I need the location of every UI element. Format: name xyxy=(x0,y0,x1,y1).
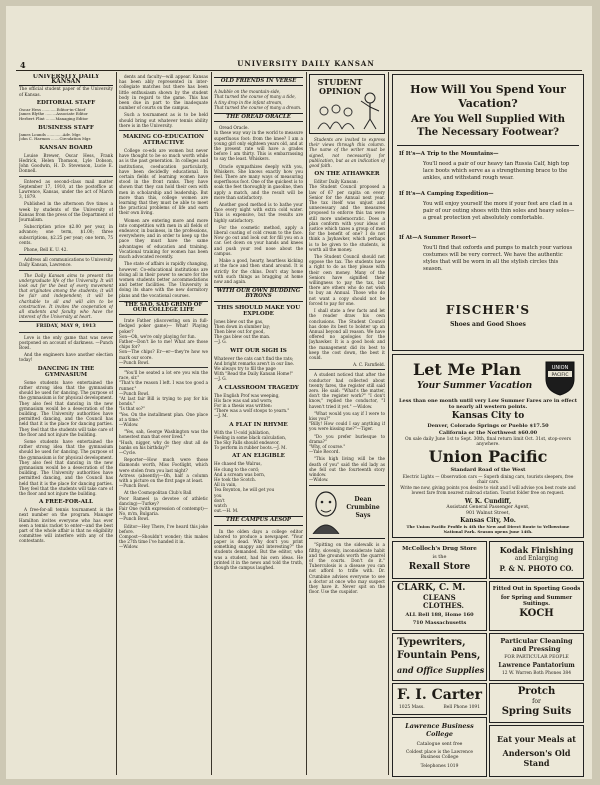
union-pacific-name: Union Pacific xyxy=(428,447,548,466)
published-notice: Published in the afternoon five times a week by students of the University of Kansas from the press of the Department of Journalism. xyxy=(19,201,113,223)
fischers-name: FISCHER'S xyxy=(445,303,531,317)
typewriters-line1: Typewriters, xyxy=(397,637,466,648)
athawker-signature: A. C. Farnfield. xyxy=(353,362,385,368)
agent-address: 901 Walnut Street, xyxy=(466,511,510,516)
mcculloch-line2: is the xyxy=(432,554,447,560)
divider xyxy=(19,176,113,177)
column-rule xyxy=(211,72,212,775)
divider xyxy=(309,369,385,370)
athawker-reader: I shall state a few facts and let the reader draw his own conclusions. The Student Council has done its best to bolster up an Annual beyond all reason. We have offered no apologies for the Jayhawker. It is a good book and the management did its best to keep the cost down, the best it could. xyxy=(309,308,385,360)
trip-camping-text: You will enjoy yourself the more if your feet are clad in a pair of our outing shoes with thin soles and heavy soles—a great protection yet absolutely comfortable. xyxy=(423,201,575,221)
athawker-letter: Editor Daily Kansan: The Student Council proposed a law of 67 per capita on every Senior for the Annual next year. The tax itself was unjust and unnecessary and the measures proposed to enforce this tax were still more undemocratic. Does a plan conform with your ideas of justice which taxes a group of men for the benefit of one? I do not think a Jayhawker, which perhaps is to be given to the students, is worth all the money. xyxy=(309,179,385,252)
phones: Phone, Bell K. U. 42. xyxy=(24,247,68,253)
anderson-line2: Anderson's Old Stand xyxy=(502,748,571,768)
coeducation-state: The state of affairs is rapidly changing, however. Co-educational institutions are doing all in their power to secure for the women students better accommodations and better facilities. The University is doing its share with the new dormitory plans and the vocational courses. xyxy=(119,261,208,298)
trip-mountains-heading: If It's—A Trip to the Mountains— xyxy=(399,151,499,157)
divider xyxy=(19,321,113,322)
entered-notice: Entered as second-class mail matter September 17, 1910, at the postoffice at Lawrence, Kansas, under the act of March 3, 1879. xyxy=(19,178,113,200)
high-living-joke: "This high living will be the death of you" said the old lady as she fell out the fourteenth story window. —Widow. xyxy=(309,456,385,483)
column-4 xyxy=(309,74,385,775)
oracle-heading: THE OREAD ORACLE xyxy=(214,113,303,122)
rexall-store: Rexall Store xyxy=(408,562,471,572)
staff-line: James Blythe .........Associate Editor xyxy=(19,111,88,117)
trip-resort-text: You'll find that oxfords and pumps to match your various costumes will be very correct. We have the authentic styles that will be worn in all the stylish circles this season. xyxy=(423,245,573,272)
tennis-prize: Such a tournament as is to be held should bring out whatever tennis ability there is in the University. xyxy=(119,112,208,128)
pony-joke: "What would you say if I were to kiss you?" "Billy! How could I say anything if you were kissing me?"—Tiger. xyxy=(309,410,385,432)
dancing-heading: DANCING IN THE GYMNASIUM xyxy=(37,365,95,378)
explode-heading: THIS SHOULD MAKE YOU EXPLODE xyxy=(216,304,301,317)
typewriters-line2: Fountain Pens, xyxy=(397,650,481,661)
agent-title: Assistant General Passenger Agent, xyxy=(446,505,530,510)
business-college-ad xyxy=(392,717,487,777)
clark-line5: 710 Massachusetts xyxy=(412,620,467,626)
campus-aesop-text: In the olden days a college editor labored to produce a newspaper. "Your paper is dead. Why don't you print something snappy and interesting?" the students demanded. But the editor, who was a student, had his own ideas. He printed it in the news and told the truth, though the campus laughed. xyxy=(214,528,303,571)
your-summer-vacation: Your Summer Vacation xyxy=(417,381,533,391)
koch-ad xyxy=(489,581,584,631)
fancies-joke: "Do you prefer burlesque to drama?" "Why, of course." —Yale Record. xyxy=(309,433,385,455)
train-features: Electric Lights — Observation cars — Superb dining cars, tourists sleepers, free chair cars. xyxy=(402,474,574,484)
yellowstone-notice: The Union Pacific Profile is 4th the New and Direct Route to Yellowstone National Park. Season opens June 14th. xyxy=(406,524,570,534)
trip-mountains-text: You'll need a pair of our heavy tan Russia Calf, high top lace boots which serve as a strengthening brace to the ankles, and withstand rough wear. xyxy=(423,161,570,181)
clark-line1: CLARK, C. M. xyxy=(397,583,466,593)
column-1 xyxy=(19,74,113,775)
speaker-figure-icon xyxy=(358,91,382,131)
anderson-ad xyxy=(489,725,584,777)
dean-portrait-icon xyxy=(311,490,341,534)
fischers-headline: How Will You Spend Your Vacation? xyxy=(410,83,566,110)
board-members: Louise Brewer, Oscar Hess, Frank Hedrick, Helen Thomson, Lyle Dobson, John Goodwin, H. D. Stevenson, Lucie E. Donnell. xyxy=(19,152,113,174)
student-opinion-banner xyxy=(309,74,385,134)
mcculloch-ad xyxy=(392,541,487,579)
column-3 xyxy=(214,74,303,775)
tragedy-verse: The English Prof was weeping, His face was sad and worn; For in a thesis was written: "There was a wolf stoops to yearn." —J. M. xyxy=(214,392,290,419)
coeducation-text: College co-eds are women but never have thought to be so much worth while as is the past generation. In colleges and institutions, coeducation particularly, have been decidedly educational. In certain fields of learning women have stood in the front ranks. They have shown that they can hold their own with men in scholarship and leadership. But more than this, college women are learning that they must be able to meet the practical problems of life and earn their own living. xyxy=(119,148,208,216)
free-for-all-heading: A FREE-FOR-ALL xyxy=(39,499,93,506)
divider xyxy=(119,130,208,131)
oracle-another: Another good method is to bathe your face every night with extra cold water. This is expensive, but the results are highly satisfactory. xyxy=(214,202,303,223)
flat-verse: With the U-cold jubilation, Feeling in some black calculation, The Sky Falls should endeavor, To perform in rubber boots.—J. M. xyxy=(214,429,287,451)
newspaper-page xyxy=(6,6,592,779)
address: Address all communications to University Daily Kansan, Lawrence. xyxy=(19,257,113,268)
tennis-text: dents and faculty—will appear. Kansas has been ably represented in inter-collegiate matches but there has been little enthusiasm shown by the student body in regard to the game. This has been due in part to the inadequate number of courts on the campus. xyxy=(119,74,208,111)
column-rule xyxy=(388,72,389,775)
kodak-ad xyxy=(489,541,584,579)
explode-verse: Jones blew out the gas, Then down in slumber lay; Then blew out for good, The gas blew out the man. —J. G. xyxy=(214,318,271,345)
divider xyxy=(19,254,113,255)
carter-address: 1025 Mass. xyxy=(399,705,425,710)
column-rule xyxy=(306,72,307,775)
reporter-joke: Reporter—How much were those diamonds worth, Miss Footlight, which were stolen from you last night? Actress (absently)—Oh, half a column with a picture on the first page at least. —Punch Bowl. xyxy=(119,457,208,489)
student-opinion-note: Students are invited to express their views through this column. The name of the writer must be signed, not necessarily for publication, but as an indication of good faith. xyxy=(309,137,385,169)
sigh-heading: WIT OUR SIGH IS xyxy=(230,347,287,354)
issue-date: FRIDAY, MAY 9, 1913 xyxy=(36,323,96,330)
coeducation-vocations: Women are entering more and more into competition with men in all fields of endeavor, in business, in the professions, everywhere; and in order to keep up the pace they must have the same advantages of education and training. Vocational training for women has been much advocated recently. xyxy=(119,217,208,260)
engineers-note: And the engineers have another election today! xyxy=(19,352,113,363)
business-heading: BUSINESS STAFF xyxy=(38,124,94,131)
trip-resort-heading: If At—A Summer Resort— xyxy=(399,235,477,241)
divider xyxy=(119,367,208,368)
rates-notice: Less than one month until very Low Summer Fares are in effect to nearly all western points. xyxy=(399,398,578,410)
pn-photo-co: P. & N. PHOTO CO. xyxy=(499,564,574,573)
board-heading: KANSAN BOARD xyxy=(39,144,93,151)
free-for-all-text: A free-for-all tennis tournament is the next number on the program. Manager Hamilton invites everyone who has ever seen a tennis racket to enter—and the best part of the whole affair is that no eligibility committee will interfere with any of the contestants. xyxy=(19,507,113,544)
pantatorium-ad xyxy=(489,633,584,681)
jokes: "You'll be seated a lot ere you win the race, sir." "That's the reason I left. I was too good a runner." —Punch Bowl. "At last fair Bill is trying to pay for his bonds." "Is that so?" "Yes. On the installment plan. One place at a time." —Widow. xyxy=(119,369,208,427)
pantatorium-line3: Lawrence Pantatorium xyxy=(498,662,575,669)
crowd-sketch-icon xyxy=(316,101,356,131)
typewriters-line3: and Office Supplies xyxy=(397,665,485,675)
protch-line2: for xyxy=(532,698,541,705)
protch-line1: Protch xyxy=(517,686,556,697)
business-line: James Lounds .............Adv. Mgr. xyxy=(19,131,81,137)
divider xyxy=(397,145,579,146)
union-pacific-ad xyxy=(392,354,584,538)
eligible-heading: AT AN ELIGIBLE xyxy=(232,453,285,460)
oracle-dream: Make a good, hearty, heartless kicking at the face and then stand around. It is strictly for the chins. Don't stay home with such things as bragging at home now and again. xyxy=(214,258,303,284)
tragedy-heading: A CLASSROOM TRAGEDY xyxy=(218,384,299,391)
page-number: 4 xyxy=(20,60,26,70)
old-friends-verse: A bubble on the mountain-side, That turned the course of many a tide, A tiny drop in the infant stream, That turned the course of many a dream. xyxy=(214,89,302,110)
shield-top-text: UNION xyxy=(551,365,569,371)
pantatorium-line4: 12 W. Warren Both Phones 384 xyxy=(501,671,572,676)
clark-line4: ALL Bell 188, Home 160 xyxy=(405,612,474,618)
flat-heading: A FLAT IN RHYME xyxy=(229,421,288,428)
campus-aesop-heading: THE CAMPUS AESOP xyxy=(214,516,303,525)
subscription-notice: Subscription price $2.00 per year, in advance; one term, $1.00; three subscriptions, $2.25 per year; one term, 75 cents. xyxy=(19,224,113,245)
kodak-line2: and Enlarging xyxy=(514,555,559,562)
clark-line2: CLEANS xyxy=(423,593,456,602)
sad-grind-heading: THE SAD, SAD GRIND OF OUR COLLEGE LIFE xyxy=(119,301,208,315)
oracle-answer: Oracle sympathizes deeply with you, Whiskers. She knows exactly how you feel. There are many ways of measuring superfluous foot. One of the quickest is to soak the feet thoroughly in gasoline, then apply a match, and the result will be more than satisfactory. xyxy=(214,163,303,200)
running-masthead: UNIVERSITY DAILY KANSAN xyxy=(237,59,375,68)
standard-road: Standard Road of the West xyxy=(450,467,526,473)
column-rule xyxy=(116,72,117,775)
business-line3: Coldest place is the Lawrence Business College xyxy=(405,750,474,760)
clark-line3: CLOTHES. xyxy=(423,601,464,610)
kodak-line1: Kodak Finishing xyxy=(499,545,574,555)
dancing-text: Some students have entertained the rather strong idea that the gymnasium should be used for dancing. The purpose of the gymnasium is for physical development. They also feel that dancing in the new gymnasium would be a desecration of the building. The University authorities have permitted dancing, and the Council has held that it is the place for dancing parties. They feel that the students will take care of the floor and not injure the building. xyxy=(19,379,113,437)
coeducation-heading: MAKING CO-EDUCATION ATTRACTIVE xyxy=(123,134,204,147)
carter-ad xyxy=(392,683,487,715)
old-friends-heading: OLD FRIENDS IN VERSE xyxy=(214,77,303,86)
trip-camping-heading: If It's—A Camping Expedition— xyxy=(399,191,494,197)
oracle-letter: Oread Oracle. In these way way in the world to measure superfluous foot: from the knee? I am a young girl only eighteen years old, and at the present rate will have a grades before I am thirty. This is embarrassing to say the least. Whiskers. xyxy=(214,125,303,162)
business-line1: Lawrence Business College xyxy=(405,722,474,738)
column-2 xyxy=(119,74,208,775)
koch-line1: Fitted Out in Sporting Goods xyxy=(492,586,581,592)
union-pacific-shield-icon xyxy=(543,359,577,397)
mcculloch-line1: McColloch's Drug Store xyxy=(402,546,477,552)
agent-name: W. K. Cundiff, xyxy=(464,498,512,505)
dancing-text: Some students have entertained the rather strong idea that the gymnasium should be used for dancing. The purpose of the gymnasium is for physical development. They also feel that dancing in the new gymnasium would be a desecration of the building. The University authorities have permitted dancing, and the Council has held that it is the place for dancing parties. They feel that the students will take care of the floor and not injure the building. xyxy=(19,438,113,496)
koch-name: KOCH xyxy=(519,608,554,619)
let-me-plan: Let Me Plan xyxy=(413,360,521,379)
typewriters-ad xyxy=(392,633,487,681)
staff-line: Oscar Hess ............Editor-in-Chief xyxy=(19,106,86,112)
policy: The Daily Kansan aims to present the undergraduate life of the University. It will look out for the best of every movement that originates among the students; it will be fair and independent; it will be charitable to all and will aim to be constructive. It invites the cooperation of all students and faculty who have the interest of the University at heart. xyxy=(19,272,113,320)
intro: The official student paper of the University of Kansas. xyxy=(19,86,113,97)
dean-crumbine-box xyxy=(309,485,385,539)
conductor-joke: A student noticed that after the conductor had collected about twenty fares, the register still said zero. He said: "What's the matter, don't the register work?" "I don't know," replied the conductor, "I haven't tried it yet." —Widow. xyxy=(309,372,385,409)
dean-crumbine-text: "Spitting on the sidewalk is a filthy, slovenly, inconsiderate habit and the grounds worth the quarrel of the courts. Don't do it." Tuberculosis is a disease you can not afford to trifle with. Dr. Crumbine advises everyone to see a doctor at once who may suspect they have it. Never spit on the floor. Use the cuspidor. xyxy=(309,542,385,595)
fare-sale: On sale daily June 1st to Sept. 30th, final return limit Oct. 31st, stop-overs anywhere. xyxy=(405,437,571,447)
kansas-city-to: Kansas City to xyxy=(451,411,525,421)
sad-grind-joke: Irate Father (discovering son in full-fledged poker game)— What! Playing poker? Son—Oh, we're only playing for fun. Father—Don't lie to me! What are those chips for? Son—The chips? Er—er—they're how we mark our score. —Punch Bowl. xyxy=(119,318,208,365)
top-rule xyxy=(16,70,582,71)
carter-name: F. I. Carter xyxy=(397,687,482,703)
pantatorium-line1: Particular Cleaning and Pressing xyxy=(500,637,573,653)
fischers-tagline: Shoes and Good Shoes xyxy=(450,321,526,328)
editor-joke: Editor—Hey There, I've heard this joke before. Compost—Shouldn't wonder; this makes the 27th time I've handed it in. —Widow. xyxy=(119,523,208,550)
washington-joke: "Yes, sah, George Washington was the honestest man that ever lived." "Hush, nigger, why do they shut all de banks on his birthday?" —Cycle. xyxy=(119,429,208,455)
fare-california: California or the Northwest $60.00 xyxy=(438,430,538,436)
student-opinion-title: STUDENT OPINION xyxy=(317,77,363,96)
write-notice: Write me now, giving points you desire to visit and I will advise you best route and lowest fare from nearest railroad station. Tourist folder free on request. xyxy=(400,485,576,495)
agent-city: Kansas City, Mo. xyxy=(460,517,516,524)
fischers-subheadline: Are You Well Supplied With The Necessary Footwear? xyxy=(410,114,566,138)
nameplate: UNIVERSITY DAILY KANSAN xyxy=(19,74,113,86)
athawker-council: The Student Council should not oppose the tax. The students have a right to do as they please with their own money. Many of the Seniors have signified their willingness to pay the tax, but there are others who do not wish to buy an Annual. Those who do not want a copy should not be forced to pay for one. xyxy=(309,254,385,306)
business-line4: Telephones 1019 xyxy=(420,764,459,769)
protch-line3: Spring Suits xyxy=(501,706,572,717)
clark-cleaners-ad xyxy=(392,581,487,631)
protch-ad xyxy=(489,683,584,723)
divider xyxy=(19,270,113,271)
dean-crumbine-title: Dean Crumbine Says xyxy=(346,496,380,520)
love-note: Love is the only game that was never postponed on account of darkness. —Punch Bowl. xyxy=(19,334,113,351)
business-line2: Catalogue sent free xyxy=(416,742,463,747)
shield-bottom-text: PACIFIC xyxy=(551,373,569,378)
staff-line: Herbert Flint ........Managing Editor xyxy=(19,116,89,121)
staff-heading: EDITORIAL STAFF xyxy=(36,99,96,106)
business-line: John C. Harmon .......Circulation Mgr. xyxy=(19,136,92,142)
divider xyxy=(19,332,113,333)
oracle-cosmetic: For the cosmetic method, apply a liberal coating of cold cream to the face. Now go out and look out for fill you on a car. Get down on your hands and knees and push your red nose about the campus. xyxy=(214,224,303,256)
carter-phone: Bell Phone 1091 xyxy=(443,705,480,710)
koch-line2: for Spring and Summer Suitings. xyxy=(500,595,573,607)
club-joke: At the Cosmopolitan Club's Ball Poor Rameel (a devotee of athletic dancing)—Turkey? Fair One (with expression of contempt)—No, m'm, Bulgaria. —Punch Bowl. xyxy=(119,490,208,522)
fischers-ad xyxy=(392,74,584,351)
pantatorium-line2: FOR PARTICULAR PEOPLE xyxy=(504,655,569,660)
athawker-heading: ON THE ATHAWKER xyxy=(314,171,380,178)
budding-byrons-heading: WITH OUR OWN BUDDING BYRONS xyxy=(214,287,303,301)
fare-denver: Denver, Colorado Springs or Pueblo $17.50 xyxy=(427,423,549,429)
sigh-verse: Whatever the cats can't find the rats; And bright remarks aren't in our line. We always try to fill the page With "Read the Daily Kansan Home!" —J. G. xyxy=(214,355,295,382)
eligible-verse: He chased the Walrus, He clung to the cord; And a scream was born, He took the Scotch. All in vain, Tea Boynton, he will get you you don't watch out.—H. M. xyxy=(214,461,275,514)
anderson-line1: Eat your Meals at xyxy=(497,734,576,744)
